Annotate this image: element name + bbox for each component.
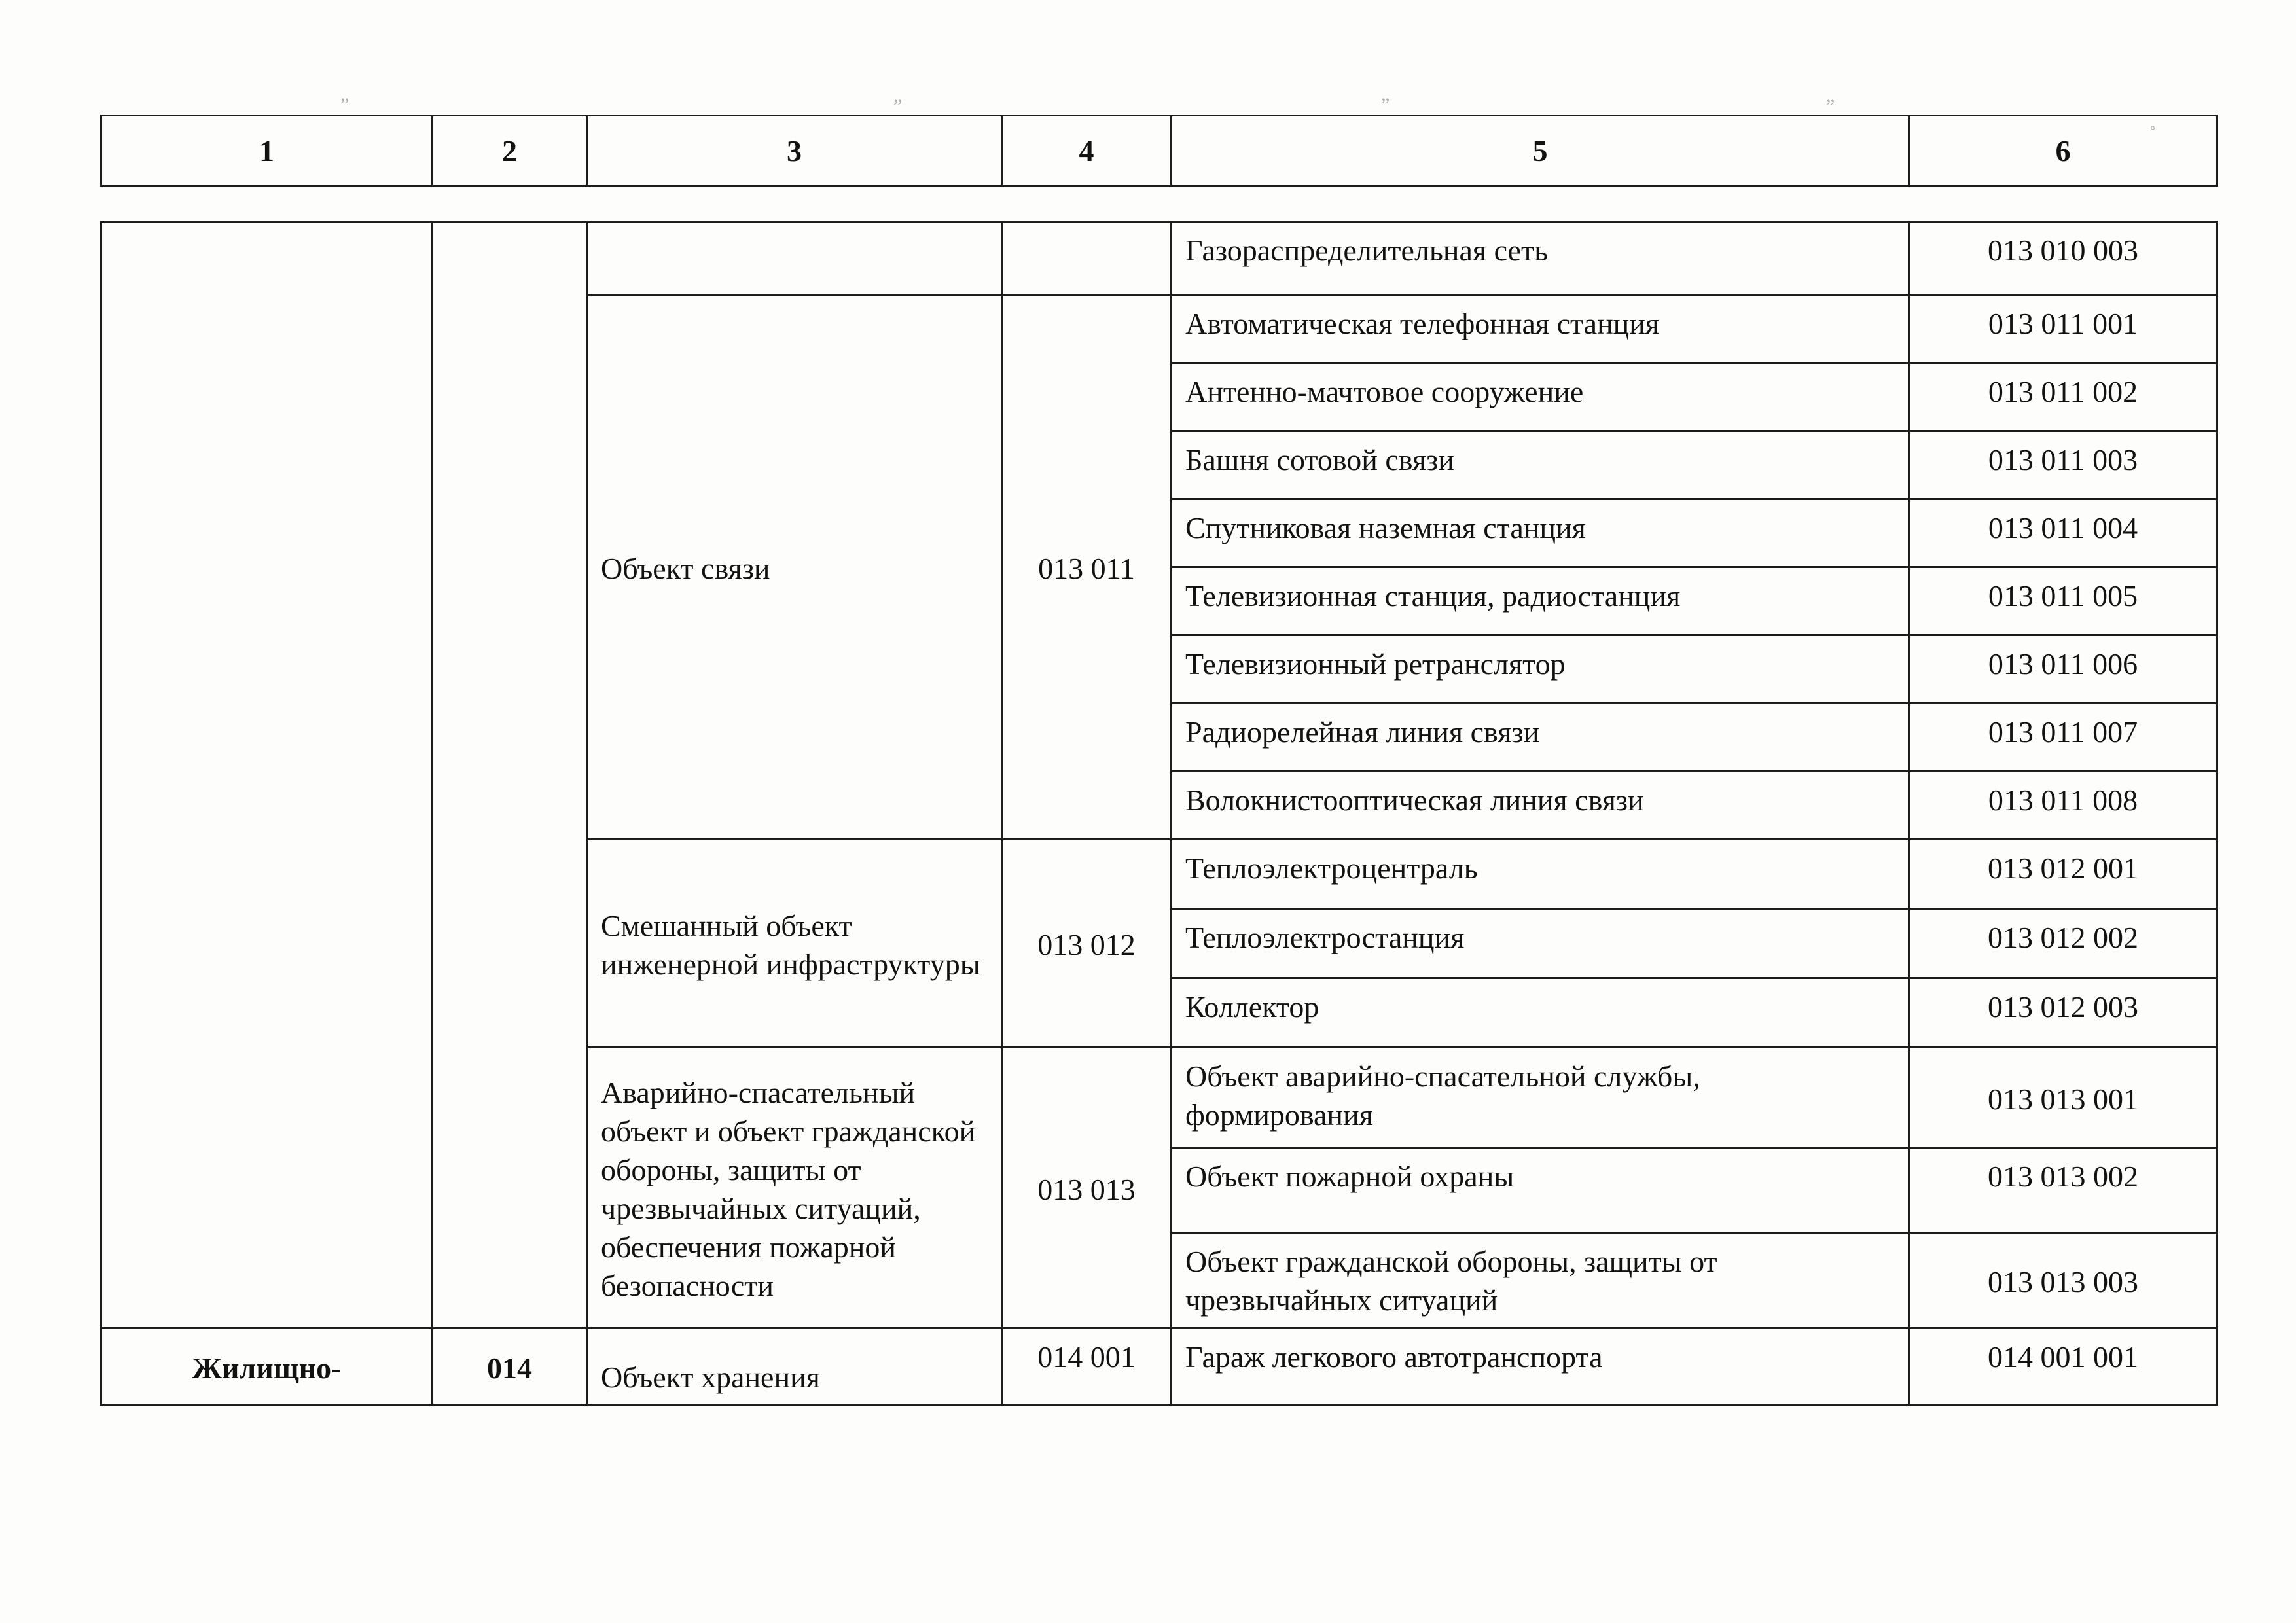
column-number-6: 6 bbox=[1909, 116, 2217, 186]
object-code-cell: 013 012 003 bbox=[1909, 978, 2217, 1048]
object-name-cell: Теплоэлектроцентраль bbox=[1172, 840, 1909, 909]
category-code-cell-empty bbox=[433, 222, 587, 1329]
object-name-cell: Антенно-мачтовое сооружение bbox=[1172, 363, 1909, 431]
object-name-cell: Объект гражданской обороны, защиты от чрезвычайных ситуаций bbox=[1172, 1233, 1909, 1329]
object-name-cell: Объект аварийно-спасательной службы, формирования bbox=[1172, 1048, 1909, 1148]
object-name-cell: Автоматическая телефонная станция bbox=[1172, 295, 1909, 363]
type-code-cell: 014 001 bbox=[1002, 1329, 1172, 1405]
object-name-cell: Гараж легкового автотранспорта bbox=[1172, 1329, 1909, 1405]
object-code-cell: 013 012 001 bbox=[1909, 840, 2217, 909]
object-name-cell: Объект пожарной охраны bbox=[1172, 1148, 1909, 1233]
object-code-cell: 013 013 003 bbox=[1909, 1233, 2217, 1329]
object-name-cell: Коллектор bbox=[1172, 978, 1909, 1048]
type-name-cell-empty bbox=[587, 222, 1002, 295]
category-name-cell: Жилищно- bbox=[101, 1329, 433, 1405]
type-name-cell: Смешанный объект инженерной инфраструктуры bbox=[587, 840, 1002, 1048]
type-code-cell: 013 013 bbox=[1002, 1048, 1172, 1329]
object-name-cell: Телевизионный ретранслятор bbox=[1172, 635, 1909, 704]
object-name-cell: Теплоэлектростанция bbox=[1172, 909, 1909, 978]
object-code-cell: 013 012 002 bbox=[1909, 909, 2217, 978]
scan-artifact: ” bbox=[1826, 96, 1835, 117]
header-row bbox=[101, 116, 2217, 186]
table-row bbox=[101, 222, 2217, 295]
column-number-4: 4 bbox=[1002, 116, 1172, 186]
type-code-cell: 013 011 bbox=[1002, 295, 1172, 840]
column-number-3: 3 bbox=[587, 116, 1002, 186]
type-name-cell: Аварийно-спасательный объект и объект гражданской обороны, защиты от чрезвычайных ситуаций, обеспечения пожарной безопасности bbox=[587, 1048, 1002, 1329]
object-code-cell: 013 013 001 bbox=[1909, 1048, 2217, 1148]
object-name-cell: Волокнистооптическая линия связи bbox=[1172, 772, 1909, 840]
object-code-cell: 013 013 002 bbox=[1909, 1148, 2217, 1233]
object-code-cell: 013 011 006 bbox=[1909, 635, 2217, 704]
type-name-cell: Объект связи bbox=[587, 295, 1002, 840]
object-name-cell: Башня сотовой связи bbox=[1172, 431, 1909, 499]
type-code-cell-empty bbox=[1002, 222, 1172, 295]
object-code-cell: 013 011 008 bbox=[1909, 772, 2217, 840]
type-code-cell: 013 012 bbox=[1002, 840, 1172, 1048]
table-row bbox=[101, 1329, 2217, 1405]
column-number-header-row bbox=[100, 115, 2218, 187]
object-code-cell: 013 010 003 bbox=[1909, 222, 2217, 295]
column-number-1: 1 bbox=[101, 116, 433, 186]
scan-artifact: ” bbox=[340, 94, 350, 116]
scan-artifact: ” bbox=[893, 96, 903, 117]
object-name-cell: Радиорелейная линия связи bbox=[1172, 704, 1909, 772]
object-code-cell: 013 011 003 bbox=[1909, 431, 2217, 499]
object-name-cell: Телевизионная станция, радиостанция bbox=[1172, 567, 1909, 635]
object-code-cell: 013 011 005 bbox=[1909, 567, 2217, 635]
category-cell-empty bbox=[101, 222, 433, 1329]
column-number-5: 5 bbox=[1172, 116, 1909, 186]
object-code-cell: 013 011 004 bbox=[1909, 499, 2217, 567]
object-code-cell: 013 011 002 bbox=[1909, 363, 2217, 431]
classification-table bbox=[100, 221, 2218, 1406]
object-code-cell: 014 001 001 bbox=[1909, 1329, 2217, 1405]
object-code-cell: 013 011 007 bbox=[1909, 704, 2217, 772]
scan-artifact: ” bbox=[1381, 94, 1390, 116]
column-number-2: 2 bbox=[433, 116, 587, 186]
object-name-cell: Газораспределительная сеть bbox=[1172, 222, 1909, 295]
scan-artifact: ˚ bbox=[2149, 123, 2156, 145]
object-name-cell: Спутниковая наземная станция bbox=[1172, 499, 1909, 567]
object-code-cell: 013 011 001 bbox=[1909, 295, 2217, 363]
type-name-cell: Объект хранения bbox=[587, 1329, 1002, 1405]
category-code-cell: 014 bbox=[433, 1329, 587, 1405]
